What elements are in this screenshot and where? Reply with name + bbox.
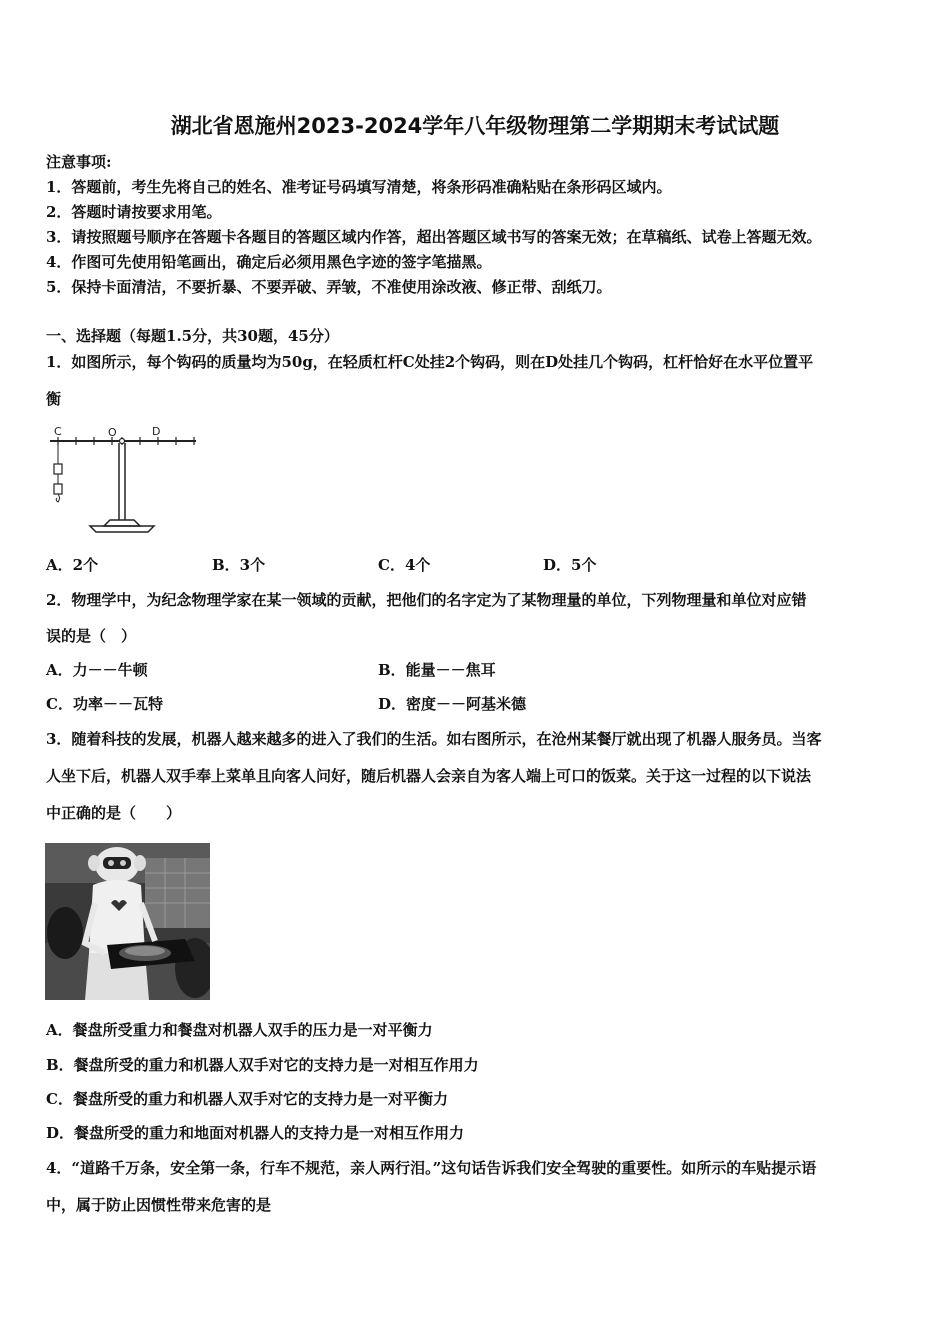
q3-option-b: B．餐盘所受的重力和机器人双手对它的支持力是一对相互作用力 [46, 1056, 479, 1074]
lever-figure [44, 424, 204, 538]
q3-stem-line2: 人坐下后，机器人双手奉上菜单且向客人问好，随后机器人会亲自为客人端上可口的饭菜。关于这一过程的以下说法 [46, 767, 812, 785]
q2-option-b: B．能量－－焦耳 [378, 661, 496, 679]
notice-item-3: 3．请按照题号顺序在答题卡各题目的答题区域内作答，超出答题区域书写的答案无效；在草稿纸、试卷上答题无效。 [46, 228, 822, 246]
notice-item-4: 4．作图可先使用铅笔画出，确定后必须用黑色字迹的签字笔描黑。 [46, 253, 492, 271]
q3-option-c: C．餐盘所受的重力和机器人双手对它的支持力是一对平衡力 [46, 1090, 448, 1108]
q1-option-b: B．3个 [212, 556, 266, 574]
robot-waiter-photo [45, 843, 210, 1000]
q1-option-d: D．5个 [543, 556, 597, 574]
lever-label-o: O [108, 426, 117, 439]
q3-stem-line3: 中正确的是（ ） [46, 804, 182, 822]
q2-option-c: C．功率－－瓦特 [46, 695, 163, 713]
page-title: 湖北省恩施州2023-2024学年八年级物理第二学期期末考试试题 [170, 114, 780, 138]
q1-stem-line1: 1．如图所示，每个钩码的质量均为50g，在轻质杠杆C处挂2个钩码，则在D处挂几个钩码，杠杆恰好在水平位置平 [46, 353, 814, 371]
q3-option-a: A．餐盘所受重力和餐盘对机器人双手的压力是一对平衡力 [46, 1021, 433, 1039]
q1-stem-line2: 衡 [46, 390, 62, 408]
q4-stem-line2: 中，属于防止因惯性带来危害的是 [46, 1196, 272, 1214]
notice-item-1: 1．答题前，考生先将自己的姓名、准考证号码填写清楚，将条形码准确粘贴在条形码区域内。 [46, 178, 672, 196]
notice-item-2: 2．答题时请按要求用笔。 [46, 203, 222, 221]
notice-item-5: 5．保持卡面清洁，不要折暴、不要弄破、弄皱，不准使用涂改液、修正带、刮纸刀。 [46, 278, 612, 296]
q2-option-d: D．密度－－阿基米德 [378, 695, 527, 713]
notice-heading: 注意事项: [46, 153, 112, 171]
q2-stem-line2: 误的是（ ） [46, 627, 137, 645]
q2-stem-line1: 2．物理学中，为纪念物理学家在某一领域的贡献，把他们的名字定为了某物理量的单位，下列物理量和单位对应错 [46, 591, 807, 609]
section-heading: 一、选择题（每题1.5分，共30题，45分） [46, 327, 339, 345]
q1-option-a: A．2个 [46, 556, 99, 574]
q1-option-c: C．4个 [378, 556, 431, 574]
q3-stem-line1: 3．随着科技的发展，机器人越来越多的进入了我们的生活。如右图所示，在沧州某餐厅就出现了机器人服务员。当客 [46, 730, 822, 748]
q4-stem-line1: 4．“道路千万条，安全第一条，行车不规范，亲人两行泪。”这句话告诉我们安全驾驶的重要性。如所示的车贴提示语 [46, 1159, 817, 1177]
q2-option-a: A．力－－牛顿 [46, 661, 148, 679]
q3-option-d: D．餐盘所受的重力和地面对机器人的支持力是一对相互作用力 [46, 1124, 465, 1142]
lever-label-d: D [152, 425, 161, 438]
lever-label-c: C [54, 425, 62, 438]
